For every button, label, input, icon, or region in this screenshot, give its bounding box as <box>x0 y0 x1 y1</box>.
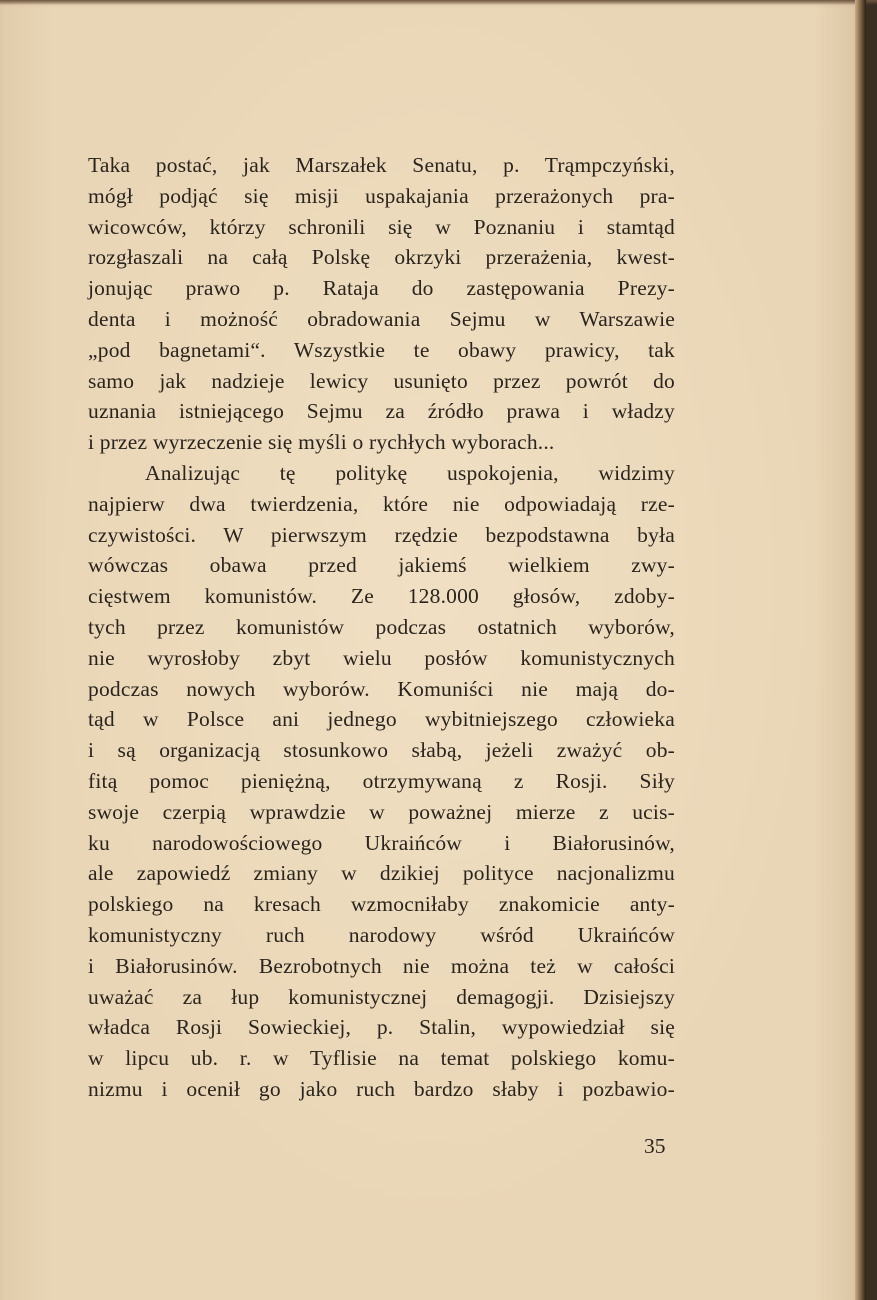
text-line: podczas nowych wyborów. Komuniści nie mają do- <box>88 676 675 701</box>
text-line: władca Rosji Sowieckiej, p. Stalin, wypowiedział się <box>88 1015 675 1040</box>
text-line: nie wyrosłoby zbyt wielu posłów komunistycznych <box>88 645 675 670</box>
text-line: uznania istniejącego Sejmu za źródło prawa i władzy <box>88 399 675 424</box>
text-line: mógł podjąć się misji uspakajania przerażonych pra- <box>88 183 675 208</box>
text-line: jonując prawo p. Rataja do zastępowania Prezy- <box>88 276 675 301</box>
text-line: tąd w Polsce ani jednego wybitniejszego człowieka <box>88 707 675 732</box>
text-line: fitą pomoc pieniężną, otrzymywaną z Rosji. Siły <box>88 768 675 793</box>
text-line: samo jak nadzieje lewicy usunięto przez powrót do <box>88 368 675 393</box>
text-line: rozgłaszali na całą Polskę okrzyki przerażenia, kwest- <box>88 245 675 270</box>
page-right-edge <box>855 0 866 1300</box>
text-line: czywistości. W pierwszym rzędzie bezpodstawna była <box>88 522 675 547</box>
text-line: wicowców, którzy schronili się w Poznaniu i stamtąd <box>88 214 675 239</box>
page-number: 35 <box>644 1134 666 1158</box>
text-line: i Białorusinów. Bezrobotnych nie można też w całości <box>88 953 675 978</box>
text-line: denta i możność obradowania Sejmu w Warszawie <box>88 306 675 331</box>
text-line: ku narodowościowego Ukraińców i Białorusinów, <box>88 830 675 855</box>
text-line: i są organizacją stosunkowo słabą, jeżeli zważyć ob- <box>88 738 675 763</box>
text-line: „pod bagnetami“. Wszystkie te obawy prawicy, tak <box>88 337 675 362</box>
text-line: polskiego na kresach wzmocniłaby znakomicie anty- <box>88 892 675 917</box>
text-line: wówczas obawa przed jakiemś wielkiem zwy- <box>88 553 675 578</box>
body-text <box>88 150 675 1105</box>
text-line: Taka postać, jak Marszałek Senatu, p. Trąmpczyński, <box>88 153 675 177</box>
text-line: tych przez komunistów podczas ostatnich wyborów, <box>88 614 675 639</box>
text-line-paragraph-start: Analizując tę politykę uspokojenia, widzimy <box>145 460 675 485</box>
text-line: cięstwem komunistów. Ze 128.000 głosów, zdoby- <box>88 584 675 609</box>
text-line: i przez wyrzeczenie się myśli o rychłych wyborach... <box>88 430 555 455</box>
page-top-edge <box>0 0 877 5</box>
text-line: nizmu i ocenił go jako ruch bardzo słaby i pozbawio- <box>88 1076 675 1101</box>
text-line: najpierw dwa twierdzenia, które nie odpowiadają rze- <box>88 491 675 516</box>
text-line: komunistyczny ruch narodowy wśród Ukraińców <box>88 922 675 947</box>
text-line: uważać za łup komunistycznej demagogji. Dzisiejszy <box>88 984 675 1009</box>
text-line: swoje czerpią wprawdzie w poważnej mierze z ucis- <box>88 799 675 824</box>
text-line: ale zapowiedź zmiany w dzikiej polityce nacjonalizmu <box>88 861 675 886</box>
text-line: w lipcu ub. r. w Tyflisie na temat polskiego komu- <box>88 1046 675 1071</box>
